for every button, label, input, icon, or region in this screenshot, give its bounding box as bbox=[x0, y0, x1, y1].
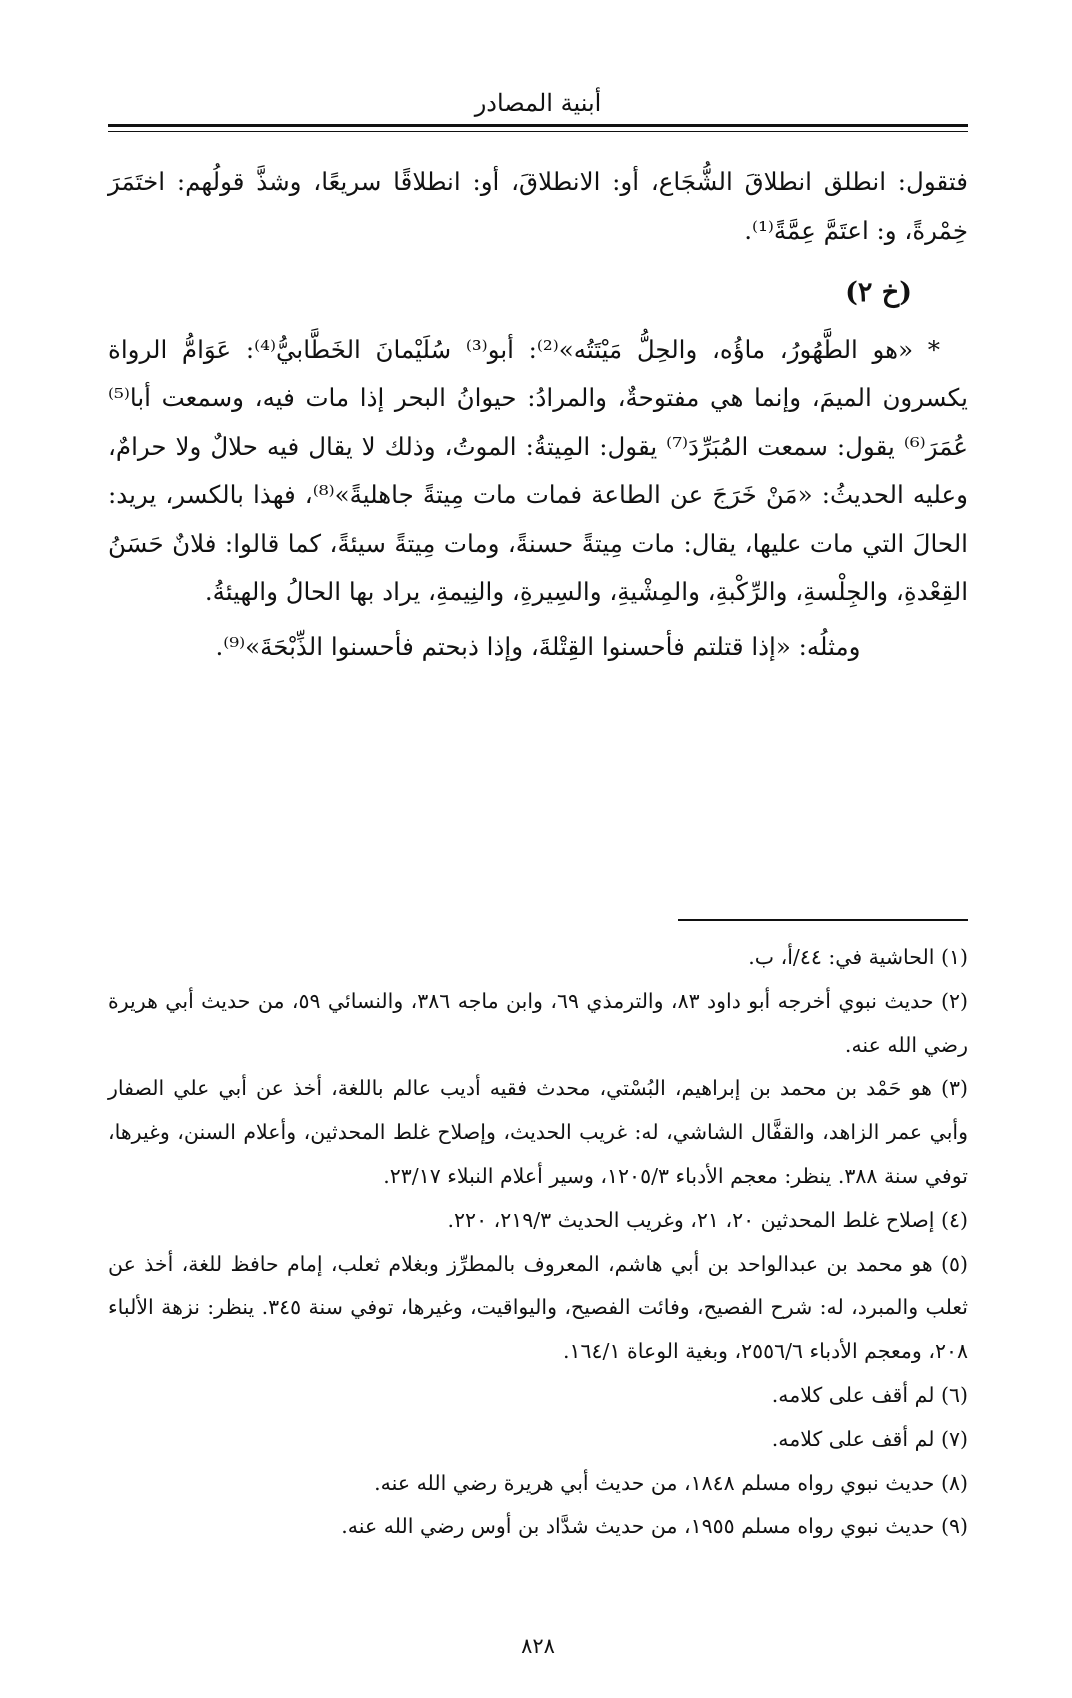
paragraph-intro: فتقول: انطلق انطلاقَ الشُّجَاع، أو: الانطلاقَ، أو: انطلاقًا سريعًا، وشذَّ قولُهم: اختَمَرَ خِمْرةً، و: اعتَمَّ عِمَّةً⁽¹⁾. bbox=[108, 167, 968, 245]
footnote-3: (٣) هو حَمْد بن محمد بن إبراهيم، البُسْتي، محدث فقيه أديب عالم باللغة، أخذ عن أبي علي الصفار وأبي عمر الزاهد، والقفَّال الشاشي، له: غريب الحديث، وإصلاح غلط المحدثين، وأعلام السنن، وغيرها، توفي سنة ٣٨٨. ينظر: معجم الأدباء ١٢٠٥/٣، وسير أعلام النبلاء ٢٣/١٧. bbox=[108, 1076, 968, 1188]
footnote-9: (٩) حديث نبوي رواه مسلم ١٩٥٥، من حديث شدَّاد بن أوس رضي الله عنه. bbox=[341, 1514, 968, 1539]
header-rule-thick bbox=[108, 124, 968, 127]
footnote-5: (٥) هو محمد بن عبدالواحد بن أبي هاشم، المعروف بالمطرِّز وبغلام ثعلب، إمام حافظ للغة، أخذ عن ثعلب والمبرد، له: شرح الفصيح، وفائت الفصيح، واليواقيت، وغيرها، توفي سنة ٣٤٥. ينظر: نزهة الألباء ٢٠٨، ومعجم الأدباء ٢٥٥٦/٦، وبغية الوعاة ١٦٤/١. bbox=[108, 1251, 968, 1364]
main-text bbox=[108, 158, 968, 671]
footnote-8: (٨) حديث نبوي رواه مسلم ١٨٤٨، من حديث أبي هريرة رضي الله عنه. bbox=[374, 1470, 968, 1495]
footnote-separator bbox=[678, 919, 968, 921]
paragraph-hadith-commentary: * «هو الطَّهُورُ، ماؤُه، والحِلُّ مَيْتَتُه»⁽²⁾: أبو⁽³⁾ سُلَيْمانَ الخَطَّابيُّ⁽⁴⁾: عَوَامُّ الرواة يكسرون الميمَ، وإنما هي مفتوحةٌ، والمرادُ: حيوانُ البحر إذا مات فيه، وسمعت أبا⁽⁵⁾ عُمَرَ⁽⁶⁾ يقول: سمعت المُبَرِّدَ⁽⁷⁾ يقول: المِيتةُ: الموتُ، وذلك لا يقال فيه حلالٌ ولا حرامٌ، وعليه الحديثُ: «مَنْ خَرَجَ عن الطاعة فمات مات مِيتةً جاهليةً»⁽⁸⁾، فهذا بالكسر، يريد: الحالَ التي مات عليها، يقال: مات مِيتةً حسنةً، ومات مِيتةً سيئةً، كما قالوا: فلانٌ حَسَنُ القِعْدةِ، والجِلْسةِ، والرِّكْبةِ، والمِشْيةِ، والسِيرةِ، والنِيمةِ، يراد بها الحالُ والهيئةُ. bbox=[108, 334, 968, 606]
section-heading: (خ ٢) bbox=[845, 277, 912, 308]
footnote-7: (٧) لم أقف على كلامه. bbox=[771, 1426, 968, 1451]
header-rule-thin bbox=[108, 131, 968, 132]
footnotes bbox=[108, 936, 968, 1549]
page-number: ٨٢٨ bbox=[521, 1634, 555, 1658]
book-page bbox=[108, 0, 968, 1698]
running-header: أبنية المصادر bbox=[474, 89, 602, 117]
paragraph-similar: ومثلُه: «إذا قتلتم فأحسنوا القِتْلةَ، وإذا ذبحتم فأحسنوا الذِّبْحَةَ»⁽⁹⁾. bbox=[215, 631, 861, 661]
footnote-2: (٢) حديث نبوي أخرجه أبو داود ٨٣، والترمذي ٦٩، وابن ماجه ٣٨٦، والنسائي ٥٩، من حديث أبي هريرة رضي الله عنه. bbox=[108, 988, 969, 1057]
footnote-1: (١) الحاشية في: ٤٤/أ، ب. bbox=[748, 945, 968, 969]
footnote-6: (٦) لم أقف على كلامه. bbox=[771, 1382, 968, 1407]
footnote-4: (٤) إصلاح غلط المحدثين ٢٠، ٢١، وغريب الحديث ٢١٩/٣، ٢٢٠. bbox=[447, 1207, 968, 1232]
